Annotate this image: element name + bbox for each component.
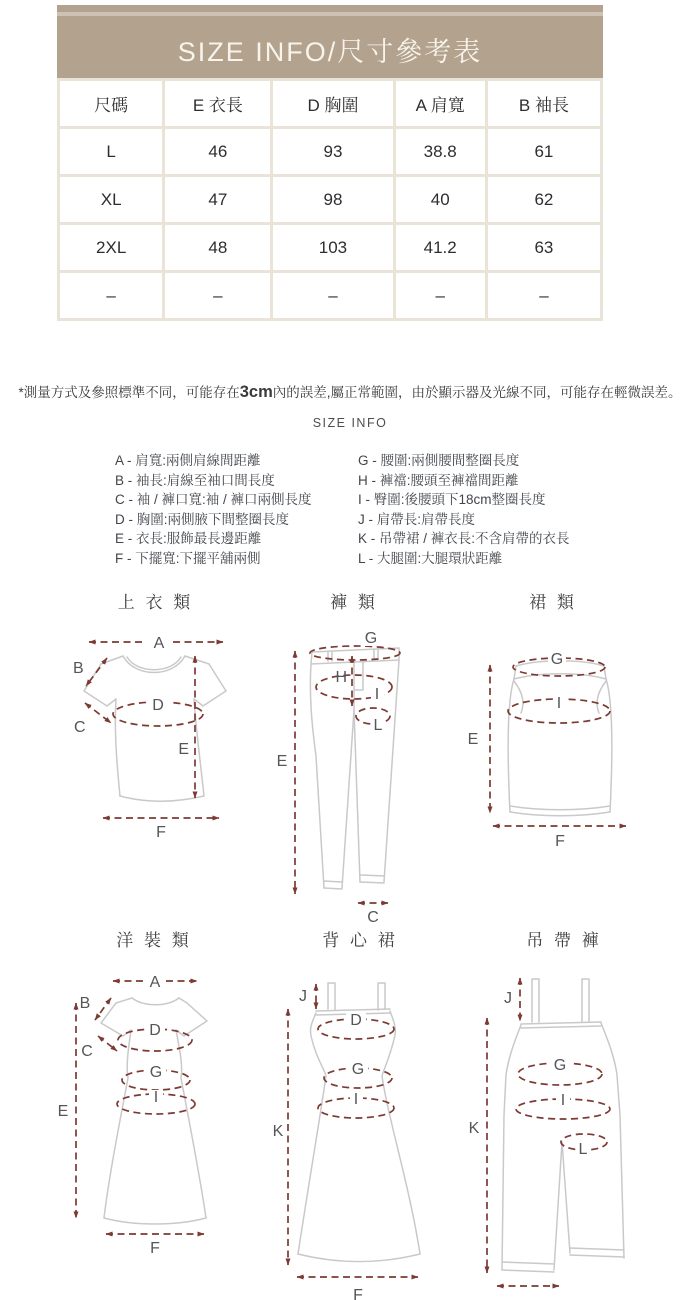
legend-item: H - 褲襠:腰頭至褲襠間距離 xyxy=(358,472,519,488)
measure-label-j: J xyxy=(299,988,307,1005)
diagram-title-skirts: 裙 類 xyxy=(529,593,577,612)
measure-label-f: F xyxy=(155,824,166,841)
dress-diagram-svg xyxy=(49,966,259,1268)
measure-label-i: I xyxy=(153,1089,159,1106)
cell-size: 2XL xyxy=(59,224,164,272)
legend-item: J - 肩帶長:肩帶長度 xyxy=(358,511,475,527)
measure-label-c: C xyxy=(73,719,86,736)
table-row xyxy=(59,224,602,272)
size-table xyxy=(57,78,603,321)
skirt-measurements xyxy=(468,651,626,850)
legend-item: A - 肩寬:兩側肩線間距離 xyxy=(115,453,261,468)
measure-label-d: D xyxy=(149,1022,161,1039)
cami-dress-diagram-svg xyxy=(270,968,450,1300)
cell-shoulder: – xyxy=(394,272,486,320)
measure-label-i: I xyxy=(556,695,562,712)
legend-item: L - 大腿圍:大腿環狀距離 xyxy=(358,550,503,566)
cell-shoulder: 41.2 xyxy=(394,224,486,272)
col-header-bust: D 胸圍 xyxy=(272,80,394,128)
cell-length: 46 xyxy=(164,128,272,176)
measure-label-h: H xyxy=(335,669,347,686)
table-row xyxy=(59,176,602,224)
cell-size: L xyxy=(59,128,164,176)
measure-label-e: E xyxy=(177,741,189,758)
measure-label-k: K xyxy=(468,1120,480,1137)
measure-label-g: G xyxy=(550,651,564,668)
cell-bust: – xyxy=(272,272,394,320)
note-prefix: *測量方式及參照標準不同，可能存在 xyxy=(18,385,240,400)
cell-bust: 103 xyxy=(272,224,394,272)
cell-length: 48 xyxy=(164,224,272,272)
note-suffix: 內的誤差,屬正常範圍，由於顯示器及光線不同，可能存在輕微誤差。 xyxy=(272,385,682,400)
cell-size: – xyxy=(59,272,164,320)
legend-item: E - 衣長:服飾最長邊距離 xyxy=(115,531,262,546)
overalls-diagram-svg xyxy=(464,965,664,1300)
cell-bust: 93 xyxy=(272,128,394,176)
cell-sleeve: 62 xyxy=(486,176,601,224)
measurement-note xyxy=(0,381,700,402)
page-title: SIZE INFO/尺寸參考表 xyxy=(177,37,483,67)
diagram-dress xyxy=(48,930,260,1268)
diagram-pants xyxy=(273,592,435,926)
cell-size: XL xyxy=(59,176,164,224)
diagram-tops xyxy=(58,592,253,841)
table-row xyxy=(59,128,602,176)
col-header-sleeve: B 袖長 xyxy=(486,80,601,128)
table-row xyxy=(59,272,602,320)
measure-label-b: B xyxy=(72,660,84,677)
measure-label-e: E xyxy=(57,1103,69,1120)
dress-measurements xyxy=(58,974,204,1257)
cell-shoulder: 38.8 xyxy=(394,128,486,176)
measure-label-g: G xyxy=(553,1057,567,1074)
measure-label-g: G xyxy=(149,1064,163,1081)
measure-label-d: D xyxy=(151,697,164,714)
size-table-header-row xyxy=(59,80,602,128)
measure-label-c: C xyxy=(81,1043,93,1060)
legend-item: C - 袖 / 褲口寬:袖 / 褲口兩側長度 xyxy=(115,492,312,507)
measure-label-a: A xyxy=(149,974,161,991)
measure-label-l: L xyxy=(578,1141,588,1158)
diagram-title-dress: 洋 裝 類 xyxy=(116,931,192,950)
measure-label-i: I xyxy=(353,1091,359,1108)
col-header-size: 尺碼 xyxy=(59,80,164,128)
cell-bust: 98 xyxy=(272,176,394,224)
cell-sleeve: 63 xyxy=(486,224,601,272)
cell-shoulder: 40 xyxy=(394,176,486,224)
measure-label-a: A xyxy=(153,635,164,652)
legend-left-column xyxy=(115,451,312,568)
diagram-title-cami-dress: 背 心 裙 xyxy=(322,931,398,950)
col-header-shoulder: A 肩寬 xyxy=(394,80,486,128)
legend-item: F - 下擺寬:下擺平舖兩側 xyxy=(115,550,261,566)
col-header-length: E 衣長 xyxy=(164,80,272,128)
cell-sleeve: 61 xyxy=(486,128,601,176)
measure-label-i: I xyxy=(560,1092,566,1109)
cell-sleeve: – xyxy=(486,272,601,320)
measure-label-f: F xyxy=(150,1240,160,1257)
diagram-title-tops: 上 衣 類 xyxy=(117,593,194,612)
size-info-header-band xyxy=(57,5,603,78)
measure-label-b: B xyxy=(79,995,91,1012)
overalls-outline xyxy=(502,979,624,1272)
legend-item: D - 胸圍:兩側腋下間整圈長度 xyxy=(115,511,289,527)
tops-diagram-svg xyxy=(61,626,251,841)
measure-label-g: G xyxy=(351,1061,365,1078)
diagram-skirts xyxy=(462,592,644,853)
diagram-title-pants: 褲 類 xyxy=(330,593,378,612)
measure-label-g: G xyxy=(364,630,378,647)
measure-label-i: I xyxy=(374,686,380,703)
note-highlight: 3cm xyxy=(239,383,273,401)
legend-item: G - 腰圍:兩側腰間整圈長度 xyxy=(358,453,520,468)
legend-item: K - 吊帶裙 / 褲衣長:不含肩帶的衣長 xyxy=(358,531,570,546)
measure-label-e: E xyxy=(467,731,479,748)
cell-length: 47 xyxy=(164,176,272,224)
skirt-outline xyxy=(508,661,612,816)
tshirt-outline xyxy=(84,656,226,801)
cell-length: – xyxy=(164,272,272,320)
measure-label-l: L xyxy=(373,717,383,734)
diagram-overalls xyxy=(462,930,666,1300)
skirts-diagram-svg xyxy=(463,641,643,853)
diagram-cami-dress xyxy=(268,930,452,1300)
pants-outline xyxy=(310,648,399,889)
measure-label-f: F xyxy=(353,1287,363,1300)
measure-label-e: E xyxy=(276,753,288,770)
measure-label-j: J xyxy=(504,990,512,1007)
pants-diagram-svg xyxy=(274,626,434,926)
tshirt-measurements xyxy=(73,635,223,841)
measure-label-k: K xyxy=(272,1123,284,1140)
legend-title: SIZE INFO xyxy=(312,416,388,430)
image-seam-line xyxy=(57,12,603,16)
measure-label-d: D xyxy=(350,1012,362,1029)
measure-label-f: F xyxy=(555,833,565,850)
legend-right-column xyxy=(358,451,570,568)
measure-label-c: C xyxy=(367,909,379,926)
diagram-title-overalls: 吊 帶 褲 xyxy=(526,931,602,950)
legend-item: B - 袖長:肩線至袖口間長度 xyxy=(115,472,275,488)
legend-item: I - 臀圍:後腰頭下18cm整圈長度 xyxy=(358,492,546,507)
